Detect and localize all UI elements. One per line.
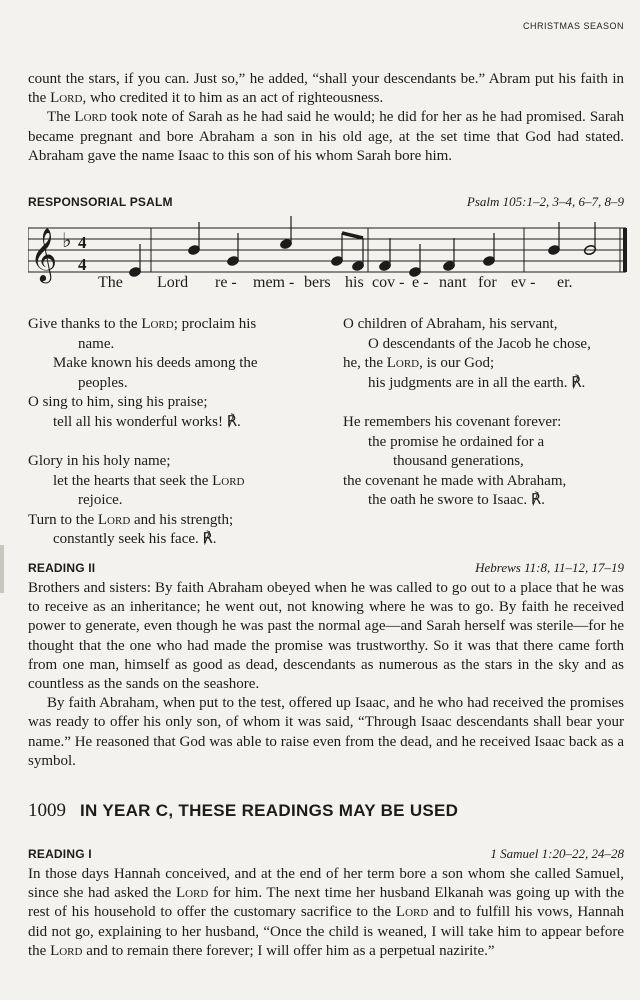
lord-small-caps: Lord — [212, 472, 245, 489]
psalm-verse-line — [343, 354, 633, 374]
reading-i-heading — [28, 846, 624, 862]
psalm-verse-line — [343, 452, 633, 472]
psalm-verses-right — [343, 315, 633, 511]
text-run: tell all his wonderful works! — [53, 413, 227, 430]
psalm-verse-line — [28, 530, 328, 550]
lyric-syllable: his — [345, 274, 364, 291]
psalm-verse-line — [28, 335, 328, 355]
paragraph — [28, 865, 624, 961]
paragraph: Brothers and sisters: By faith Abraham obeyed when he was called to go out to a place that he was to receive as an inheritance; he went out, not knowing where he was to go. By faith he received power to generate, even though he was past the normal age—and Sarah herself was sterile—for he thought that the one who had made the promise was trustworthy. So it was that there came forth from one man, himself as good as dead, descendants as numerous as the stars in the sky and as countless as the sands on the seashore. — [28, 580, 624, 693]
lord-small-caps: Lord — [175, 885, 209, 902]
psalm-verse-line — [28, 413, 328, 433]
text-run: took note of Sarah as he had said he would; he did for her as he had promised. Sarah became pregnant and bore Abraham a son in his old age, at the set time that God had stated. Abraham gave the name Isaac to this son of his whom Sarah bore him. — [28, 109, 624, 164]
text-run: thousand generations, — [393, 453, 524, 469]
lyric-syllable: bers — [304, 274, 331, 291]
lord-small-caps: Lord — [97, 511, 131, 528]
reading-ii-text — [28, 579, 624, 771]
lyric-syllable: Lord — [157, 274, 189, 291]
psalm-heading — [28, 194, 624, 210]
text-run: his judgments are in all the earth. — [368, 374, 572, 391]
psalm-verses-left — [28, 315, 328, 550]
psalm-verse-line — [343, 472, 633, 492]
time-signature-bottom: 4 — [78, 255, 87, 274]
psalm-verse-line — [28, 491, 328, 511]
lord-small-caps: Lord — [395, 904, 429, 921]
response-symbol: ℟. — [530, 492, 545, 508]
psalm-verse-line — [28, 354, 328, 374]
text-run: , is our God; — [419, 355, 495, 371]
text-run: count the stars, if you can. Just so,” he added, “shall your descendants be.” Abram put his faith in the — [28, 71, 624, 107]
text-run: Glory in his holy name; — [28, 453, 171, 469]
response-symbol: ℟. — [571, 374, 586, 391]
citation: Hebrews 11:8, 11–12, 17–19 — [475, 560, 624, 575]
psalm-verse-line — [28, 315, 328, 335]
text-run: Turn to the — [28, 511, 98, 528]
lord-small-caps: Lord — [386, 355, 420, 371]
reading-i-text — [28, 865, 624, 961]
lord-small-caps: Lord — [74, 109, 107, 126]
text-run: the covenant he made with Abraham, — [343, 472, 567, 489]
psalm-verse-line — [28, 374, 328, 394]
psalm-verse-line — [343, 413, 633, 433]
psalm-verse-line — [28, 511, 328, 531]
lord-small-caps: Lord — [50, 90, 83, 107]
citation: Psalm 105:1–2, 3–4, 6–7, 8–9 — [466, 194, 624, 209]
lyric-syllable: re - — [215, 274, 237, 291]
text-run: In those days Hannah conceived, and at the end of her term bore a son whom she called Samuel, since she had asked the — [28, 866, 624, 902]
psalm-verse-line — [343, 433, 633, 453]
psalm-verse-line — [343, 315, 633, 335]
first-reading-continuation — [28, 70, 624, 166]
lyric-syllable: The — [98, 274, 123, 291]
psalm-verse-line — [343, 491, 633, 511]
flat-key-signature-icon: ♭ — [62, 228, 72, 252]
section-title: IN YEAR C, THESE READINGS MAY BE USED — [80, 801, 459, 820]
paragraph: By faith Abraham, when put to the test, offered up Isaac, and he who had received the promises was ready to offer his only son, of whom it was said, “Through Isaac descendants shall bear your name.” He reasoned that God was able to raise even from the dead, and he received Isaac back as a symbol. — [28, 695, 624, 769]
psalm-verse-line — [343, 335, 633, 355]
text-run: and to fulfill his vows, Hannah did not go, explaining to her husband, “Once the child is weaned, I will take him to appear before the — [28, 904, 624, 959]
text-run: rejoice. — [78, 492, 123, 508]
text-run: ; proclaim his — [173, 316, 257, 332]
running-header: CHRISTMAS SEASON — [522, 21, 624, 31]
note-beam — [342, 233, 363, 238]
text-run: the oath he swore to Isaac. — [368, 492, 531, 508]
lyric-syllable: cov - — [372, 274, 405, 291]
text-run: He remembers his covenant forever: — [343, 414, 562, 430]
text-run: he, the — [343, 355, 387, 371]
citation: 1 Samuel 1:20–22, 24–28 — [490, 846, 624, 861]
psalm-verse-line — [343, 374, 633, 394]
time-signature-top: 4 — [78, 233, 87, 252]
text-run: and to remain there forever; I will offer him as a perpetual nazirite.” — [82, 942, 495, 959]
notes — [128, 216, 596, 278]
treble-clef-icon: 𝄞 — [30, 227, 58, 281]
text-run: and his strength; — [130, 511, 234, 528]
page-edge-tab — [0, 545, 4, 593]
text-run: peoples. — [78, 374, 128, 391]
paragraph — [28, 70, 624, 108]
text-run: name. — [78, 335, 115, 352]
response-symbol: ℟. — [202, 531, 217, 547]
psalm-verse-line — [28, 452, 328, 472]
reading-ii-heading — [28, 560, 624, 576]
lyric-syllable: mem - — [253, 274, 295, 291]
text-run: O descendants of the Jacob he chose, — [368, 335, 591, 352]
lord-small-caps: Lord — [50, 942, 83, 959]
section-number: 1009 — [28, 800, 66, 821]
lyric-syllable: ev - — [511, 274, 536, 291]
text-run: let the hearts that seek the — [53, 472, 213, 489]
text-run: O children of Abraham, his servant, — [343, 316, 558, 332]
section-title: READING I — [28, 847, 92, 861]
text-run: O sing to him, sing his praise; — [28, 394, 208, 410]
psalm-verse-line — [28, 393, 328, 413]
lyric-syllable: nant — [439, 274, 467, 291]
text-run: Give thanks to the — [28, 316, 142, 332]
psalm-verse-line — [28, 472, 328, 492]
lyric-syllable: er. — [557, 274, 573, 291]
text-run: The — [47, 109, 75, 126]
year-c-heading — [28, 800, 458, 822]
text-run: Make known his deeds among the — [53, 355, 258, 371]
text-run: for him. The next time her husband Elkanah was going up with the rest of his household to offer the customary sacrifice to the — [28, 885, 624, 921]
section-title: READING II — [28, 561, 96, 575]
section-title: RESPONSORIAL PSALM — [28, 195, 173, 209]
lyric-syllable: for — [478, 274, 497, 291]
paragraph — [28, 108, 624, 166]
final-barline — [623, 228, 627, 272]
response-symbol: ℟. — [226, 413, 241, 430]
lyric-syllable: e - — [412, 274, 429, 291]
text-run: , who credited it to him as an act of righteousness. — [82, 90, 384, 107]
text-run: constantly seek his face. — [53, 531, 203, 547]
lord-small-caps: Lord — [141, 316, 174, 332]
text-run: the promise he ordained for a — [368, 433, 545, 450]
